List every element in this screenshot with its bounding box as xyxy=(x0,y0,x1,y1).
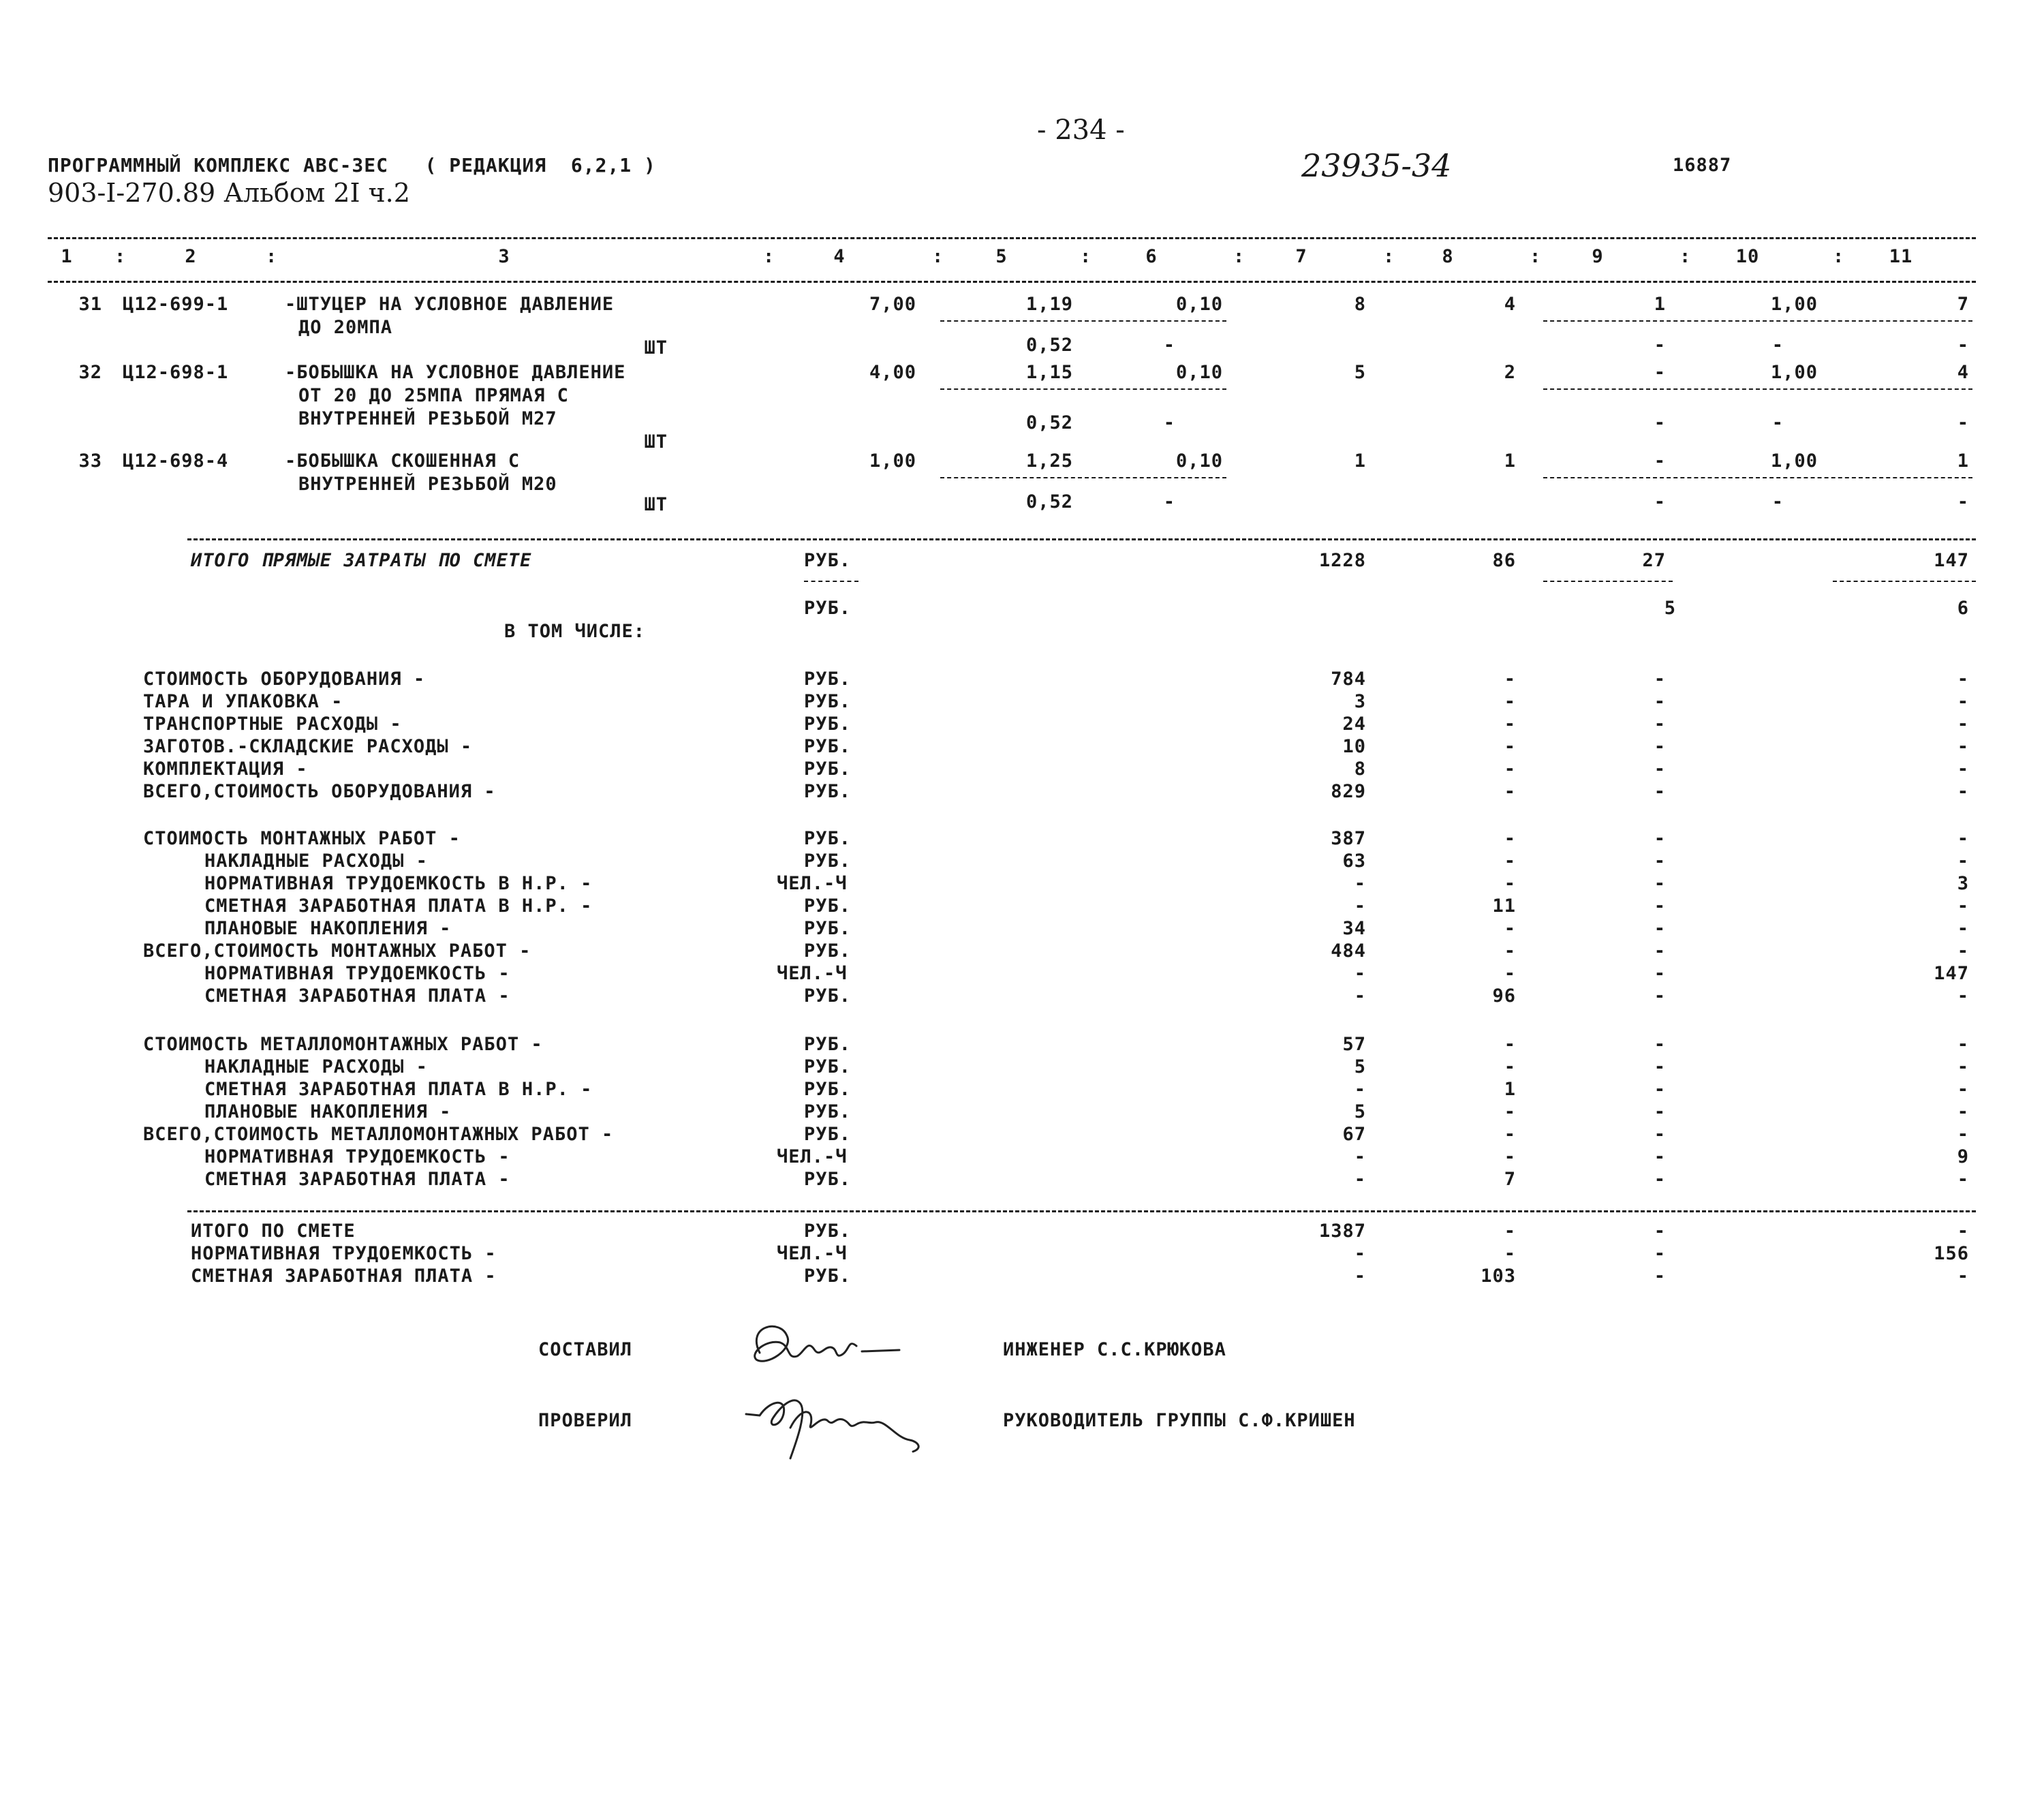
summary-col9: - xyxy=(1654,781,1666,802)
summary-col11: - xyxy=(1957,918,1969,939)
summary-label: СМЕТНАЯ ЗАРАБОТНАЯ ПЛАТА В Н.Р. - xyxy=(204,895,593,917)
summary-unit: РУБ. xyxy=(804,985,852,1007)
summary-col8: 11 xyxy=(1492,895,1516,917)
summary-col11: - xyxy=(1957,1079,1969,1100)
summary-label: НОРМАТИВНАЯ ТРУДОЕМКОСТЬ В Н.Р. - xyxy=(204,873,593,894)
item-quantity: 4,00 xyxy=(869,362,916,383)
column-header-8: 8 xyxy=(1442,246,1454,267)
summary-label: СМЕТНАЯ ЗАРАБОТНАЯ ПЛАТА - xyxy=(204,1169,510,1190)
direct-total-col9-sub: 5 xyxy=(1664,598,1676,619)
summary-col11: - xyxy=(1957,895,1969,917)
summary-col9: - xyxy=(1654,714,1666,735)
grand-total-col7: 1387 xyxy=(1318,1221,1366,1242)
summary-label: СМЕТНАЯ ЗАРАБОТНАЯ ПЛАТА - xyxy=(204,985,510,1007)
column-header-11: 11 xyxy=(1889,246,1913,267)
summary-unit: РУБ. xyxy=(804,828,852,849)
including-label: В ТОМ ЧИСЛЕ: xyxy=(504,621,646,642)
item-subline-rule xyxy=(940,388,1226,390)
item-description-line: ОТ 20 ДО 25МПА ПРЯМАЯ С xyxy=(298,385,569,406)
header-rule-bottom xyxy=(48,281,1976,283)
grand-total-col8: - xyxy=(1504,1243,1516,1264)
summary-col7: 67 xyxy=(1342,1124,1366,1145)
summary-col7: - xyxy=(1354,1169,1366,1190)
direct-total-subrule xyxy=(1543,581,1673,582)
summary-col11: - xyxy=(1957,828,1969,849)
code-number: 16887 xyxy=(1673,155,1732,176)
summary-col11: - xyxy=(1957,1056,1969,1077)
summary-label: СТОИМОСТЬ МОНТАЖНЫХ РАБОТ - xyxy=(143,828,461,849)
summary-col7: 8 xyxy=(1354,758,1366,780)
item-col11-sub: - xyxy=(1957,491,1969,512)
item-description-line: ВНУТРЕННЕЙ РЕЗЬБОЙ М20 xyxy=(298,474,557,495)
item-code: Ц12-699-1 xyxy=(123,294,229,315)
summary-col8: - xyxy=(1504,1056,1516,1077)
summary-col7: 484 xyxy=(1331,940,1366,962)
item-unit: ШТ xyxy=(644,431,668,453)
summary-unit: РУБ. xyxy=(804,850,852,872)
summary-col11: - xyxy=(1957,1169,1969,1190)
item-col9-sub: - xyxy=(1654,491,1666,512)
summary-label: ВСЕГО,СТОИМОСТЬ МОНТАЖНЫХ РАБОТ - xyxy=(143,940,531,962)
signature-role: СОСТАВИЛ xyxy=(538,1339,633,1360)
summary-label: ТАРА И УПАКОВКА - xyxy=(143,691,343,712)
summary-label: НОРМАТИВНАЯ ТРУДОЕМКОСТЬ - xyxy=(204,963,510,984)
grand-total-label: СМЕТНАЯ ЗАРАБОТНАЯ ПЛАТА - xyxy=(191,1266,497,1287)
direct-total-col8: 86 xyxy=(1492,550,1516,571)
item-col6-price: 0,10 xyxy=(1175,362,1223,383)
summary-unit: РУБ. xyxy=(804,1034,852,1055)
summary-col8: - xyxy=(1504,1124,1516,1145)
summary-col7: 57 xyxy=(1342,1034,1366,1055)
grand-total-label: НОРМАТИВНАЯ ТРУДОЕМКОСТЬ - xyxy=(191,1243,497,1264)
item-description-line: -БОБЫШКА СКОШЕННАЯ С xyxy=(285,450,521,472)
direct-total-subrule xyxy=(1833,581,1976,582)
item-col8-total: 1 xyxy=(1504,450,1516,472)
item-col5-price: 1,15 xyxy=(1025,362,1073,383)
summary-col7: - xyxy=(1354,1079,1366,1100)
summary-unit: РУБ. xyxy=(804,1124,852,1145)
summary-col9: - xyxy=(1654,895,1666,917)
grand-total-col8: - xyxy=(1504,1221,1516,1242)
summary-col11: 147 xyxy=(1934,963,1969,984)
summary-label: СТОИМОСТЬ ОБОРУДОВАНИЯ - xyxy=(143,669,426,690)
summary-label: НОРМАТИВНАЯ ТРУДОЕМКОСТЬ - xyxy=(204,1146,510,1167)
summary-col7: 784 xyxy=(1331,669,1366,690)
grand-total-col8: 103 xyxy=(1481,1266,1516,1287)
item-col6-sub: - xyxy=(1163,335,1175,356)
item-col11-sub: - xyxy=(1957,412,1969,433)
grand-total-col9: - xyxy=(1654,1266,1666,1287)
summary-col8: - xyxy=(1504,828,1516,849)
item-col5-sub: 0,52 xyxy=(1025,491,1073,512)
summary-col11: - xyxy=(1957,850,1969,872)
summary-col9: - xyxy=(1654,691,1666,712)
item-subline-rule xyxy=(940,477,1226,478)
item-col5-sub: 0,52 xyxy=(1025,335,1073,356)
direct-total-unit: РУБ. xyxy=(804,550,852,571)
item-code: Ц12-698-4 xyxy=(123,450,229,472)
grand-total-col7: - xyxy=(1354,1266,1366,1287)
summary-col7: - xyxy=(1354,985,1366,1007)
signature-person: РУКОВОДИТЕЛЬ ГРУППЫ С.Ф.КРИШЕН xyxy=(1003,1410,1356,1431)
column-header-9: 9 xyxy=(1592,246,1604,267)
item-col11-value: 1 xyxy=(1957,450,1969,472)
summary-unit: ЧЕЛ.-Ч xyxy=(777,873,848,894)
column-separator: : xyxy=(1833,246,1845,267)
summary-label: ВСЕГО,СТОИМОСТЬ МЕТАЛЛОМОНТАЖНЫХ РАБОТ - xyxy=(143,1124,614,1145)
item-col9-sub: - xyxy=(1654,412,1666,433)
item-unit: ШТ xyxy=(644,494,668,515)
summary-label: ЗАГОТОВ.-СКЛАДСКИЕ РАСХОДЫ - xyxy=(143,736,473,757)
column-header-5: 5 xyxy=(995,246,1008,267)
header-rule-top xyxy=(48,237,1976,239)
summary-col9: - xyxy=(1654,758,1666,780)
item-quantity: 7,00 xyxy=(869,294,916,315)
item-col6-price: 0,10 xyxy=(1175,450,1223,472)
column-separator: : xyxy=(1530,246,1542,267)
direct-total-col11-sub: 6 xyxy=(1957,598,1969,619)
item-subline-rule xyxy=(1543,388,1972,390)
summary-label: КОМПЛЕКТАЦИЯ - xyxy=(143,758,308,780)
grand-total-col9: - xyxy=(1654,1243,1666,1264)
signature-role: ПРОВЕРИЛ xyxy=(538,1410,633,1431)
summary-col8: - xyxy=(1504,963,1516,984)
summary-label: ТРАНСПОРТНЫЕ РАСХОДЫ - xyxy=(143,714,402,735)
direct-total-col7: 1228 xyxy=(1318,550,1366,571)
summary-col11: - xyxy=(1957,1034,1969,1055)
item-col5-price: 1,19 xyxy=(1025,294,1073,315)
item-code: Ц12-698-1 xyxy=(123,362,229,383)
summary-col8: - xyxy=(1504,736,1516,757)
grand-total-unit: ЧЕЛ.-Ч xyxy=(777,1243,848,1264)
summary-col7: 24 xyxy=(1342,714,1366,735)
item-col11-value: 7 xyxy=(1957,294,1969,315)
summary-unit: РУБ. xyxy=(804,669,852,690)
doc-number-handwritten: 23935-34 xyxy=(1301,147,1452,184)
grand-total-unit: РУБ. xyxy=(804,1221,852,1242)
summary-col9: - xyxy=(1654,1056,1666,1077)
item-col6-sub: - xyxy=(1163,412,1175,433)
program-line: ПРОГРАММНЫЙ КОМПЛЕКС АВС-3ЕС ( РЕДАКЦИЯ 6,2,1 ) xyxy=(48,154,656,177)
signature-checked-icon xyxy=(739,1387,944,1469)
summary-label: НАКЛАДНЫЕ РАСХОДЫ - xyxy=(204,850,428,872)
item-col5-sub: 0,52 xyxy=(1025,412,1073,433)
summary-col11: - xyxy=(1957,1101,1969,1122)
item-col10-sub: - xyxy=(1771,412,1784,433)
summary-col8: - xyxy=(1504,1146,1516,1167)
summary-col8: - xyxy=(1504,1034,1516,1055)
item-col9-value: - xyxy=(1654,362,1666,383)
grand-total-col11: - xyxy=(1957,1221,1969,1242)
summary-unit: РУБ. xyxy=(804,781,852,802)
summary-unit: РУБ. xyxy=(804,758,852,780)
item-col9-value: 1 xyxy=(1654,294,1666,315)
summary-unit: РУБ. xyxy=(804,1101,852,1122)
summary-col11: - xyxy=(1957,669,1969,690)
summary-col8: - xyxy=(1504,691,1516,712)
column-separator: : xyxy=(266,246,278,267)
summary-col7: - xyxy=(1354,963,1366,984)
item-col11-value: 4 xyxy=(1957,362,1969,383)
summary-col11: - xyxy=(1957,985,1969,1007)
summary-col7: 10 xyxy=(1342,736,1366,757)
item-col6-price: 0,10 xyxy=(1175,294,1223,315)
summary-unit: ЧЕЛ.-Ч xyxy=(777,1146,848,1167)
item-col10-value: 1,00 xyxy=(1770,450,1818,472)
column-header-7: 7 xyxy=(1295,246,1307,267)
summary-col9: - xyxy=(1654,940,1666,962)
column-separator: : xyxy=(763,246,775,267)
summary-col11: - xyxy=(1957,758,1969,780)
summary-unit: РУБ. xyxy=(804,895,852,917)
summary-unit: РУБ. xyxy=(804,918,852,939)
summary-col11: - xyxy=(1957,691,1969,712)
summary-col11: - xyxy=(1957,736,1969,757)
summary-col7: 3 xyxy=(1354,691,1366,712)
column-separator: : xyxy=(1233,246,1245,267)
item-col7-total: 8 xyxy=(1354,294,1366,315)
summary-label: НАКЛАДНЫЕ РАСХОДЫ - xyxy=(204,1056,428,1077)
item-col7-total: 1 xyxy=(1354,450,1366,472)
direct-total-col9: 27 xyxy=(1642,550,1666,571)
summary-col8: - xyxy=(1504,850,1516,872)
column-header-3: 3 xyxy=(498,246,510,267)
item-number: 31 xyxy=(78,294,102,315)
summary-col8: - xyxy=(1504,940,1516,962)
item-col9-value: - xyxy=(1654,450,1666,472)
item-number: 33 xyxy=(78,450,102,472)
item-subline-rule xyxy=(1543,320,1972,322)
grand-total-unit: РУБ. xyxy=(804,1266,852,1287)
item-col6-sub: - xyxy=(1163,491,1175,512)
column-separator: : xyxy=(1080,246,1092,267)
summary-col9: - xyxy=(1654,669,1666,690)
column-separator: : xyxy=(1383,246,1395,267)
summary-col8: 1 xyxy=(1504,1079,1516,1100)
summary-col11: - xyxy=(1957,1124,1969,1145)
item-description-line: ДО 20МПА xyxy=(298,317,393,338)
item-col9-sub: - xyxy=(1654,335,1666,356)
direct-total-rule xyxy=(187,538,1976,540)
column-header-10: 10 xyxy=(1735,246,1760,267)
summary-col7: - xyxy=(1354,895,1366,917)
summary-col7: 63 xyxy=(1342,850,1366,872)
summary-col8: - xyxy=(1504,758,1516,780)
summary-col7: 5 xyxy=(1354,1101,1366,1122)
item-subline-rule xyxy=(940,320,1226,322)
item-description-line: -ШТУЦЕР НА УСЛОВНОЕ ДАВЛЕНИЕ xyxy=(285,294,615,315)
grand-total-col9: - xyxy=(1654,1221,1666,1242)
summary-col11: - xyxy=(1957,714,1969,735)
grand-total-col11: 156 xyxy=(1934,1243,1969,1264)
summary-label: СМЕТНАЯ ЗАРАБОТНАЯ ПЛАТА В Н.Р. - xyxy=(204,1079,593,1100)
summary-col8: 96 xyxy=(1492,985,1516,1007)
summary-unit: РУБ. xyxy=(804,1056,852,1077)
summary-unit: РУБ. xyxy=(804,714,852,735)
summary-col11: - xyxy=(1957,940,1969,962)
item-subline-rule xyxy=(1543,477,1972,478)
summary-unit: РУБ. xyxy=(804,691,852,712)
summary-unit: РУБ. xyxy=(804,940,852,962)
signature-person: ИНЖЕНЕР С.С.КРЮКОВА xyxy=(1003,1339,1226,1360)
grand-total-rule xyxy=(187,1210,1976,1212)
summary-col7: 829 xyxy=(1331,781,1366,802)
summary-col7: - xyxy=(1354,1146,1366,1167)
direct-total-unit-2: РУБ. xyxy=(804,598,852,619)
item-col8-total: 2 xyxy=(1504,362,1516,383)
page-number: - 234 - xyxy=(1037,114,1125,146)
item-number: 32 xyxy=(78,362,102,383)
summary-col8: - xyxy=(1504,781,1516,802)
summary-unit: РУБ. xyxy=(804,736,852,757)
summary-col11: 9 xyxy=(1957,1146,1969,1167)
item-col10-sub: - xyxy=(1771,491,1784,512)
summary-col9: - xyxy=(1654,985,1666,1007)
direct-total-subrule xyxy=(804,581,858,582)
item-col10-value: 1,00 xyxy=(1770,362,1818,383)
summary-col9: - xyxy=(1654,1034,1666,1055)
column-separator: : xyxy=(114,246,127,267)
summary-col9: - xyxy=(1654,963,1666,984)
summary-col7: 34 xyxy=(1342,918,1366,939)
summary-col8: - xyxy=(1504,1101,1516,1122)
summary-col11: 3 xyxy=(1957,873,1969,894)
summary-col9: - xyxy=(1654,1079,1666,1100)
summary-label: ВСЕГО,СТОИМОСТЬ ОБОРУДОВАНИЯ - xyxy=(143,781,496,802)
column-separator: : xyxy=(1679,246,1692,267)
summary-unit: РУБ. xyxy=(804,1169,852,1190)
summary-label: ПЛАНОВЫЕ НАКОПЛЕНИЯ - xyxy=(204,918,452,939)
album-line: 903-I-270.89 Альбом 2I ч.2 xyxy=(48,178,410,208)
summary-label: СТОИМОСТЬ МЕТАЛЛОМОНТАЖНЫХ РАБОТ - xyxy=(143,1034,543,1055)
summary-col8: - xyxy=(1504,669,1516,690)
summary-unit: ЧЕЛ.-Ч xyxy=(777,963,848,984)
summary-col11: - xyxy=(1957,781,1969,802)
summary-col7: 5 xyxy=(1354,1056,1366,1077)
item-col10-value: 1,00 xyxy=(1770,294,1818,315)
grand-total-col11: - xyxy=(1957,1266,1969,1287)
summary-col7: 387 xyxy=(1331,828,1366,849)
item-description-line: -БОБЫШКА НА УСЛОВНОЕ ДАВЛЕНИЕ xyxy=(285,362,626,383)
column-header-4: 4 xyxy=(833,246,846,267)
summary-col9: - xyxy=(1654,828,1666,849)
item-col11-sub: - xyxy=(1957,335,1969,356)
summary-col7: - xyxy=(1354,873,1366,894)
summary-col9: - xyxy=(1654,918,1666,939)
signature-compiled-icon xyxy=(739,1312,916,1387)
column-header-6: 6 xyxy=(1145,246,1158,267)
item-col10-sub: - xyxy=(1771,335,1784,356)
summary-col9: - xyxy=(1654,1146,1666,1167)
column-separator: : xyxy=(932,246,944,267)
direct-total-label: ИТОГО ПРЯМЫЕ ЗАТРАТЫ ПО СМЕТЕ xyxy=(191,550,532,571)
summary-col9: - xyxy=(1654,1169,1666,1190)
summary-col8: - xyxy=(1504,918,1516,939)
column-header-1: 1 xyxy=(61,246,73,267)
grand-total-label: ИТОГО ПО СМЕТЕ xyxy=(191,1221,356,1242)
item-col7-total: 5 xyxy=(1354,362,1366,383)
column-header-2: 2 xyxy=(185,246,197,267)
summary-col8: - xyxy=(1504,873,1516,894)
summary-unit: РУБ. xyxy=(804,1079,852,1100)
summary-col9: - xyxy=(1654,1124,1666,1145)
summary-col9: - xyxy=(1654,850,1666,872)
grand-total-col7: - xyxy=(1354,1243,1366,1264)
summary-col9: - xyxy=(1654,873,1666,894)
summary-col9: - xyxy=(1654,736,1666,757)
item-description-line: ВНУТРЕННЕЙ РЕЗЬБОЙ М27 xyxy=(298,408,557,429)
item-quantity: 1,00 xyxy=(869,450,916,472)
summary-label: ПЛАНОВЫЕ НАКОПЛЕНИЯ - xyxy=(204,1101,452,1122)
summary-col8: 7 xyxy=(1504,1169,1516,1190)
item-col5-price: 1,25 xyxy=(1025,450,1073,472)
summary-col8: - xyxy=(1504,714,1516,735)
item-col8-total: 4 xyxy=(1504,294,1516,315)
direct-total-col11: 147 xyxy=(1934,550,1969,571)
summary-col9: - xyxy=(1654,1101,1666,1122)
item-unit: ШТ xyxy=(644,337,668,358)
